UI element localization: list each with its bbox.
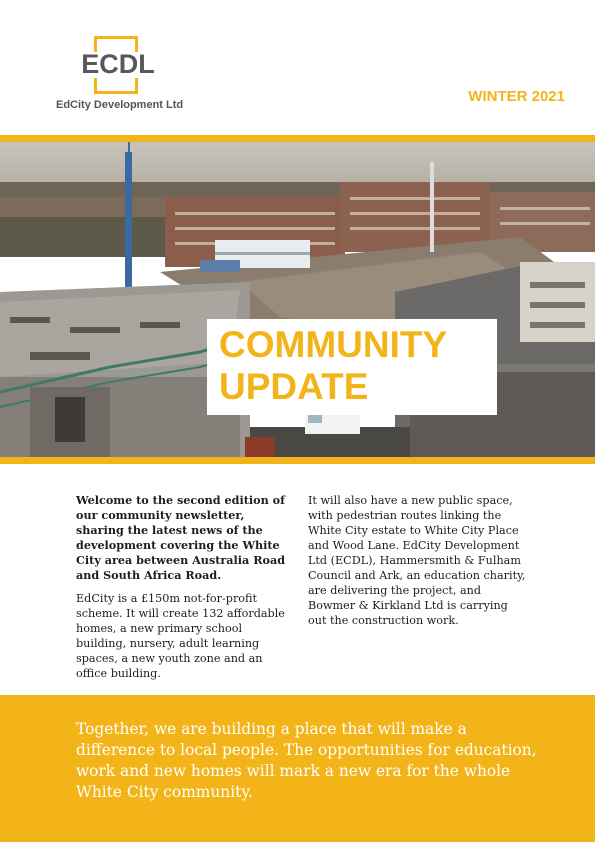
edition-label: WINTER 2021: [468, 88, 565, 105]
ecdl-logo: [76, 36, 160, 94]
title-box: [207, 319, 497, 415]
quote-panel: [0, 695, 595, 842]
intro-paragraph: Welcome to the second edition of our community newsletter, sharing the latest news of the development covering the White City area between Australia Road and South Africa Road.: [76, 493, 286, 582]
right-column: [308, 493, 528, 628]
accent-band-top: [0, 135, 595, 142]
scheme-paragraph: EdCity is a £150m not-for-profit scheme. It will create 132 affordable homes, a new primary school building, nursery, adult learning spaces, a new youth zone and an office building.: [76, 592, 285, 680]
page-title-line-2: UPDATE: [219, 366, 369, 407]
logo-frame-bottom: [94, 78, 138, 94]
page-title-line-1: COMMUNITY: [219, 324, 448, 365]
left-column: [76, 493, 294, 681]
community-quote: Together, we are building a place that will make a difference to local people. The opportunities for education, work and new homes will mark a new era for the whole White City community.: [76, 720, 537, 801]
public-space-paragraph: It will also have a new public space, with pedestrian routes linking the White City estate to White City Place and Wood Lane. EdCity Development Ltd (ECDL), Hammersmith & Fulham Council and Ark, an education charity, are delivering the project, and Bowmer & Kirkland Ltd is carrying out the construction work.: [308, 494, 526, 627]
accent-band-bottom: [0, 457, 595, 464]
company-name: EdCity Development Ltd: [56, 99, 184, 111]
logo-text: ECDL: [81, 49, 155, 79]
